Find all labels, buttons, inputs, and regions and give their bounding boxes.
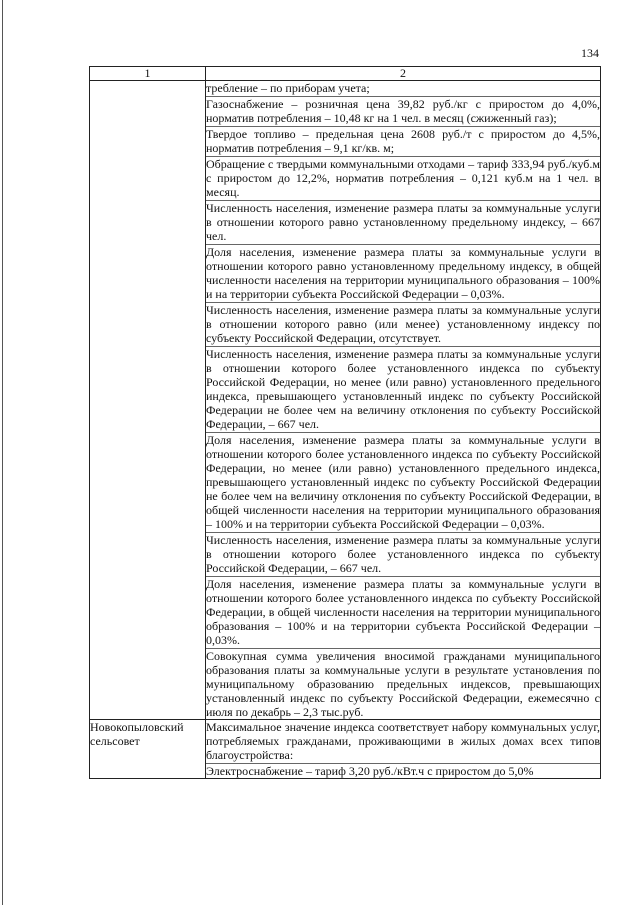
table-cell-description	[206, 720, 601, 779]
paragraph: Численность населения, изменение размера платы за коммунальные услуги в отношении которого более установленного индекса по субъекту Российской Федерации, но менее (или равно) установленного предельного индекса, превышающего установленный индекс по субъекту Российской Федерации не более чем на величину отклонения по субъекту Российской Федерации, – 667 чел.	[206, 347, 600, 431]
page-number: 134	[581, 46, 599, 60]
paragraph: требление – по приборам учета;	[206, 81, 370, 95]
document-table	[89, 66, 601, 779]
paragraph: Максимальное значение индекса соответствует набору коммунальных услуг, потребляемых гражданами, проживающими в жилых домах всех типов благоустройства:	[206, 720, 600, 762]
table-header-cell: 1	[90, 67, 206, 81]
paragraph: Доля населения, изменение размера платы за коммунальные услуги в отношении которого равно установленному предельному индексу, в общей численности населения на территории муниципального образования – 100% и на территории субъекта Российской Федерации – 0,03%.	[206, 245, 600, 301]
table-header-row	[90, 67, 601, 81]
table-row	[90, 720, 601, 779]
table-cell-municipality: Новокопыловский сельсовет	[90, 720, 206, 779]
table-cell-description	[206, 81, 601, 720]
paragraph: Твердое топливо – предельная цена 2608 руб./т с приростом до 4,5%, норматив потребления – 9,1 кг/кв. м;	[206, 127, 600, 155]
table-header-cell: 2	[206, 67, 601, 81]
paragraph: Совокупная сумма увеличения вносимой гражданами муниципального образования платы за коммунальные услуги в результате установления по муниципальному образованию предельных индексов, превышающих установленный индекс по субъекту Российской Федерации, ежемесячно с июля по декабрь – 2,3 тыс.руб.	[206, 649, 600, 719]
paragraph: Обращение с твердыми коммунальными отходами – тариф 333,94 руб./куб.м с приростом до 12,2%, норматив потребления – 0,121 куб.м на 1 чел. в месяц.	[206, 157, 600, 199]
paragraph: Численность населения, изменение размера платы за коммунальные услуги в отношении которого равно установленному предельному индексу, – 667 чел.	[206, 201, 600, 243]
paragraph: Численность населения, изменение размера платы за коммунальные услуги в отношении которого равно (или менее) установленному индексу по субъекту Российской Федерации, отсутствует.	[206, 303, 600, 345]
table-row	[90, 81, 601, 720]
paragraph: Доля населения, изменение размера платы за коммунальные услуги в отношении которого более установленного индекса по субъекту Российской Федерации, но менее (или равно) установленного предельного индекса, превышающего установленный индекс по субъекту Российской Федерации не более чем на величину отклонения по субъекту Российской Федерации, в общей численности населения на территории муниципального образования – 100% и на территории субъекта Российской Федерации – 0,03%.	[206, 433, 600, 531]
scan-edge-line	[2, 0, 3, 905]
paragraph: Газоснабжение – розничная цена 39,82 руб./кг с приростом до 4,0%, норматив потребления – 10,48 кг на 1 чел. в месяц (сжиженный газ);	[206, 97, 600, 125]
paragraph: Численность населения, изменение размера платы за коммунальные услуги в отношении которого более установленного индекса по субъекту Российской Федерации, – 667 чел.	[206, 533, 600, 575]
paragraph: Электроснабжение – тариф 3,20 руб./кВт.ч с приростом до 5,0%	[206, 763, 600, 778]
paragraph: Доля населения, изменение размера платы за коммунальные услуги в отношении которого более установленного индекса по субъекту Российской Федерации, в общей численности населения на территории муниципального образования – 100% и на территории субъекта Российской Федерации – 0,03%.	[206, 577, 600, 647]
table-cell-municipality	[90, 81, 206, 720]
